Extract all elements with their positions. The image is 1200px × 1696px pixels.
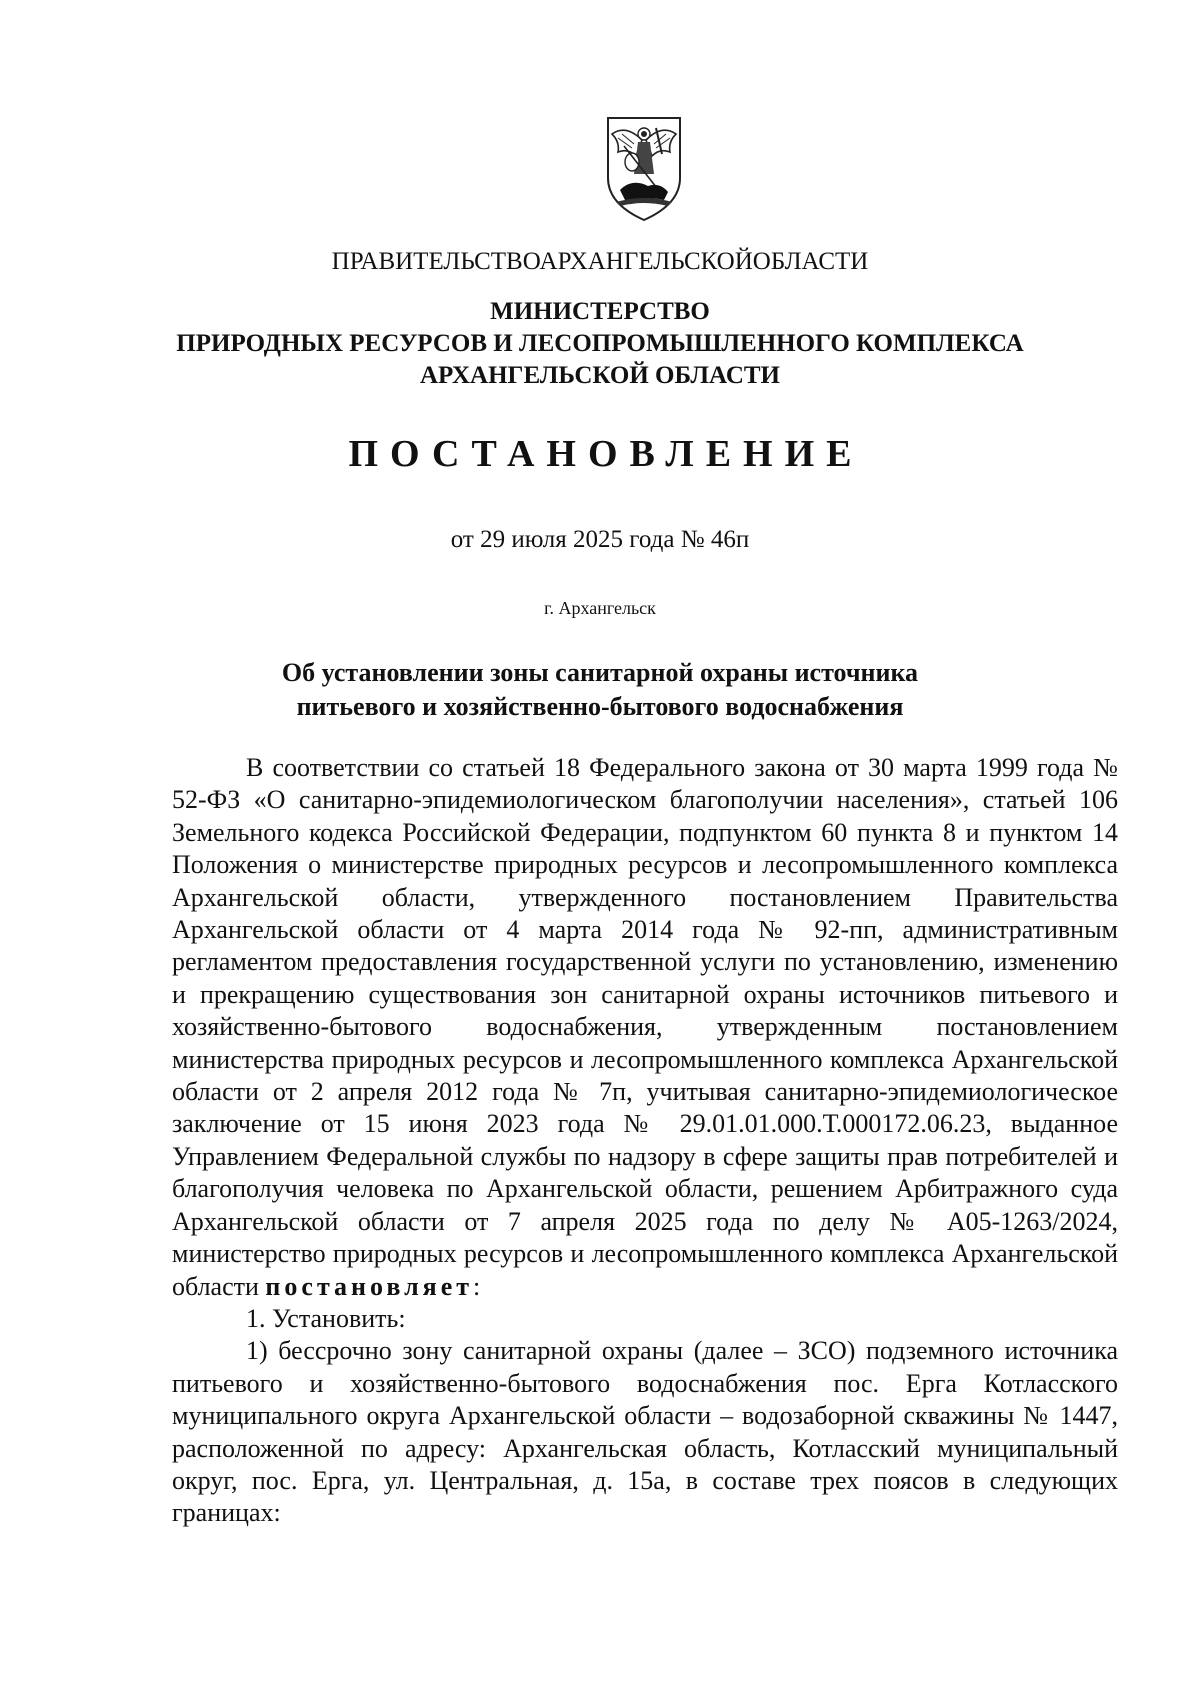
ministry-heading xyxy=(0,296,1200,392)
preamble-paragraph xyxy=(172,752,1118,1303)
document-place: г. Архангельск xyxy=(544,598,656,618)
ministry-line: ПРИРОДНЫХ РЕСУРСОВ И ЛЕСОПРОМЫШЛЕННОГО КОМПЛЕКСА xyxy=(176,330,1024,357)
archangel-coat-of-arms-icon xyxy=(602,112,686,224)
document-subject xyxy=(0,656,1200,724)
subject-line: Об установлении зоны санитарной охраны источника xyxy=(281,658,919,687)
preamble-text: В соответствии со статьей 18 Федерального закона от 30 марта 1999 года № 52-ФЗ «О санитарно-эпидемиологическом благополучии населения», статьей 106 Земельного кодекса Российской Федерации, подпунктом 60 пункта 8 и пунктом 14 Положения о министерстве природных ресурсов и лесопромышленного комплекса Архангельской области, утвержденного постановлением Правительства Архангельской области от 4 марта 2014 года № 92-пп, административным регламентом предоставления государственной услуги по установлению, изменению и прекращению существования зон санитарной охраны источников питьевого и хозяйственно-бытового водоснабжения, утвержденным постановлением министерства природных ресурсов и лесопромышленного комплекса Архангельской области от 2 апреля 2012 года № 7п, учитывая санитарно-эпидемиологическое заключение от 15 июня 2023 года № 29.01.01.000.Т.000172.06.23, выданное Управлением Федеральной службы по надзору в сфере защиты прав потребителей и благополучия человека по Архангельской области, решением Арбитражного суда Архангельской области от 7 апреля 2025 года по делу № А05-1263/2024, министерство природных ресурсов и лесопромышленного комплекса Архангельской области xyxy=(172,753,1118,1301)
decree-tail: : xyxy=(473,1271,481,1301)
decree-word: постановляет xyxy=(265,1271,474,1301)
subitem-1-paragraph: 1) бессрочно зону санитарной охраны (далее – ЗСО) подземного источника питьевого и хозяйственно-бытового водоснабжения пос. Ерга Котласского муниципального округа Архангельской области – водозаборной скважины № 1447, расположенной по адресу: Архангельская область, Котласский муниципальный округ, пос. Ерга, ул. Центральная, д. 15а, в составе трех поясов в следующих границах: xyxy=(172,1336,1118,1528)
item-1-paragraph: 1. Установить: xyxy=(246,1303,406,1333)
subject-line: питьевого и хозяйственно-бытового водоснабжения xyxy=(296,692,904,721)
ministry-line: МИНИСТЕРСТВО xyxy=(490,298,710,325)
document-body xyxy=(172,752,1118,1530)
document-date-number: от 29 июля 2025 года № 46п xyxy=(450,526,750,553)
ministry-line: АРХАНГЕЛЬСКОЙ ОБЛАСТИ xyxy=(420,362,780,389)
government-heading: ПРАВИТЕЛЬСТВОАРХАНГЕЛЬСКОЙОБЛАСТИ xyxy=(331,248,869,275)
document-type-title: ПОСТАНОВЛЕНИЕ xyxy=(348,433,864,475)
